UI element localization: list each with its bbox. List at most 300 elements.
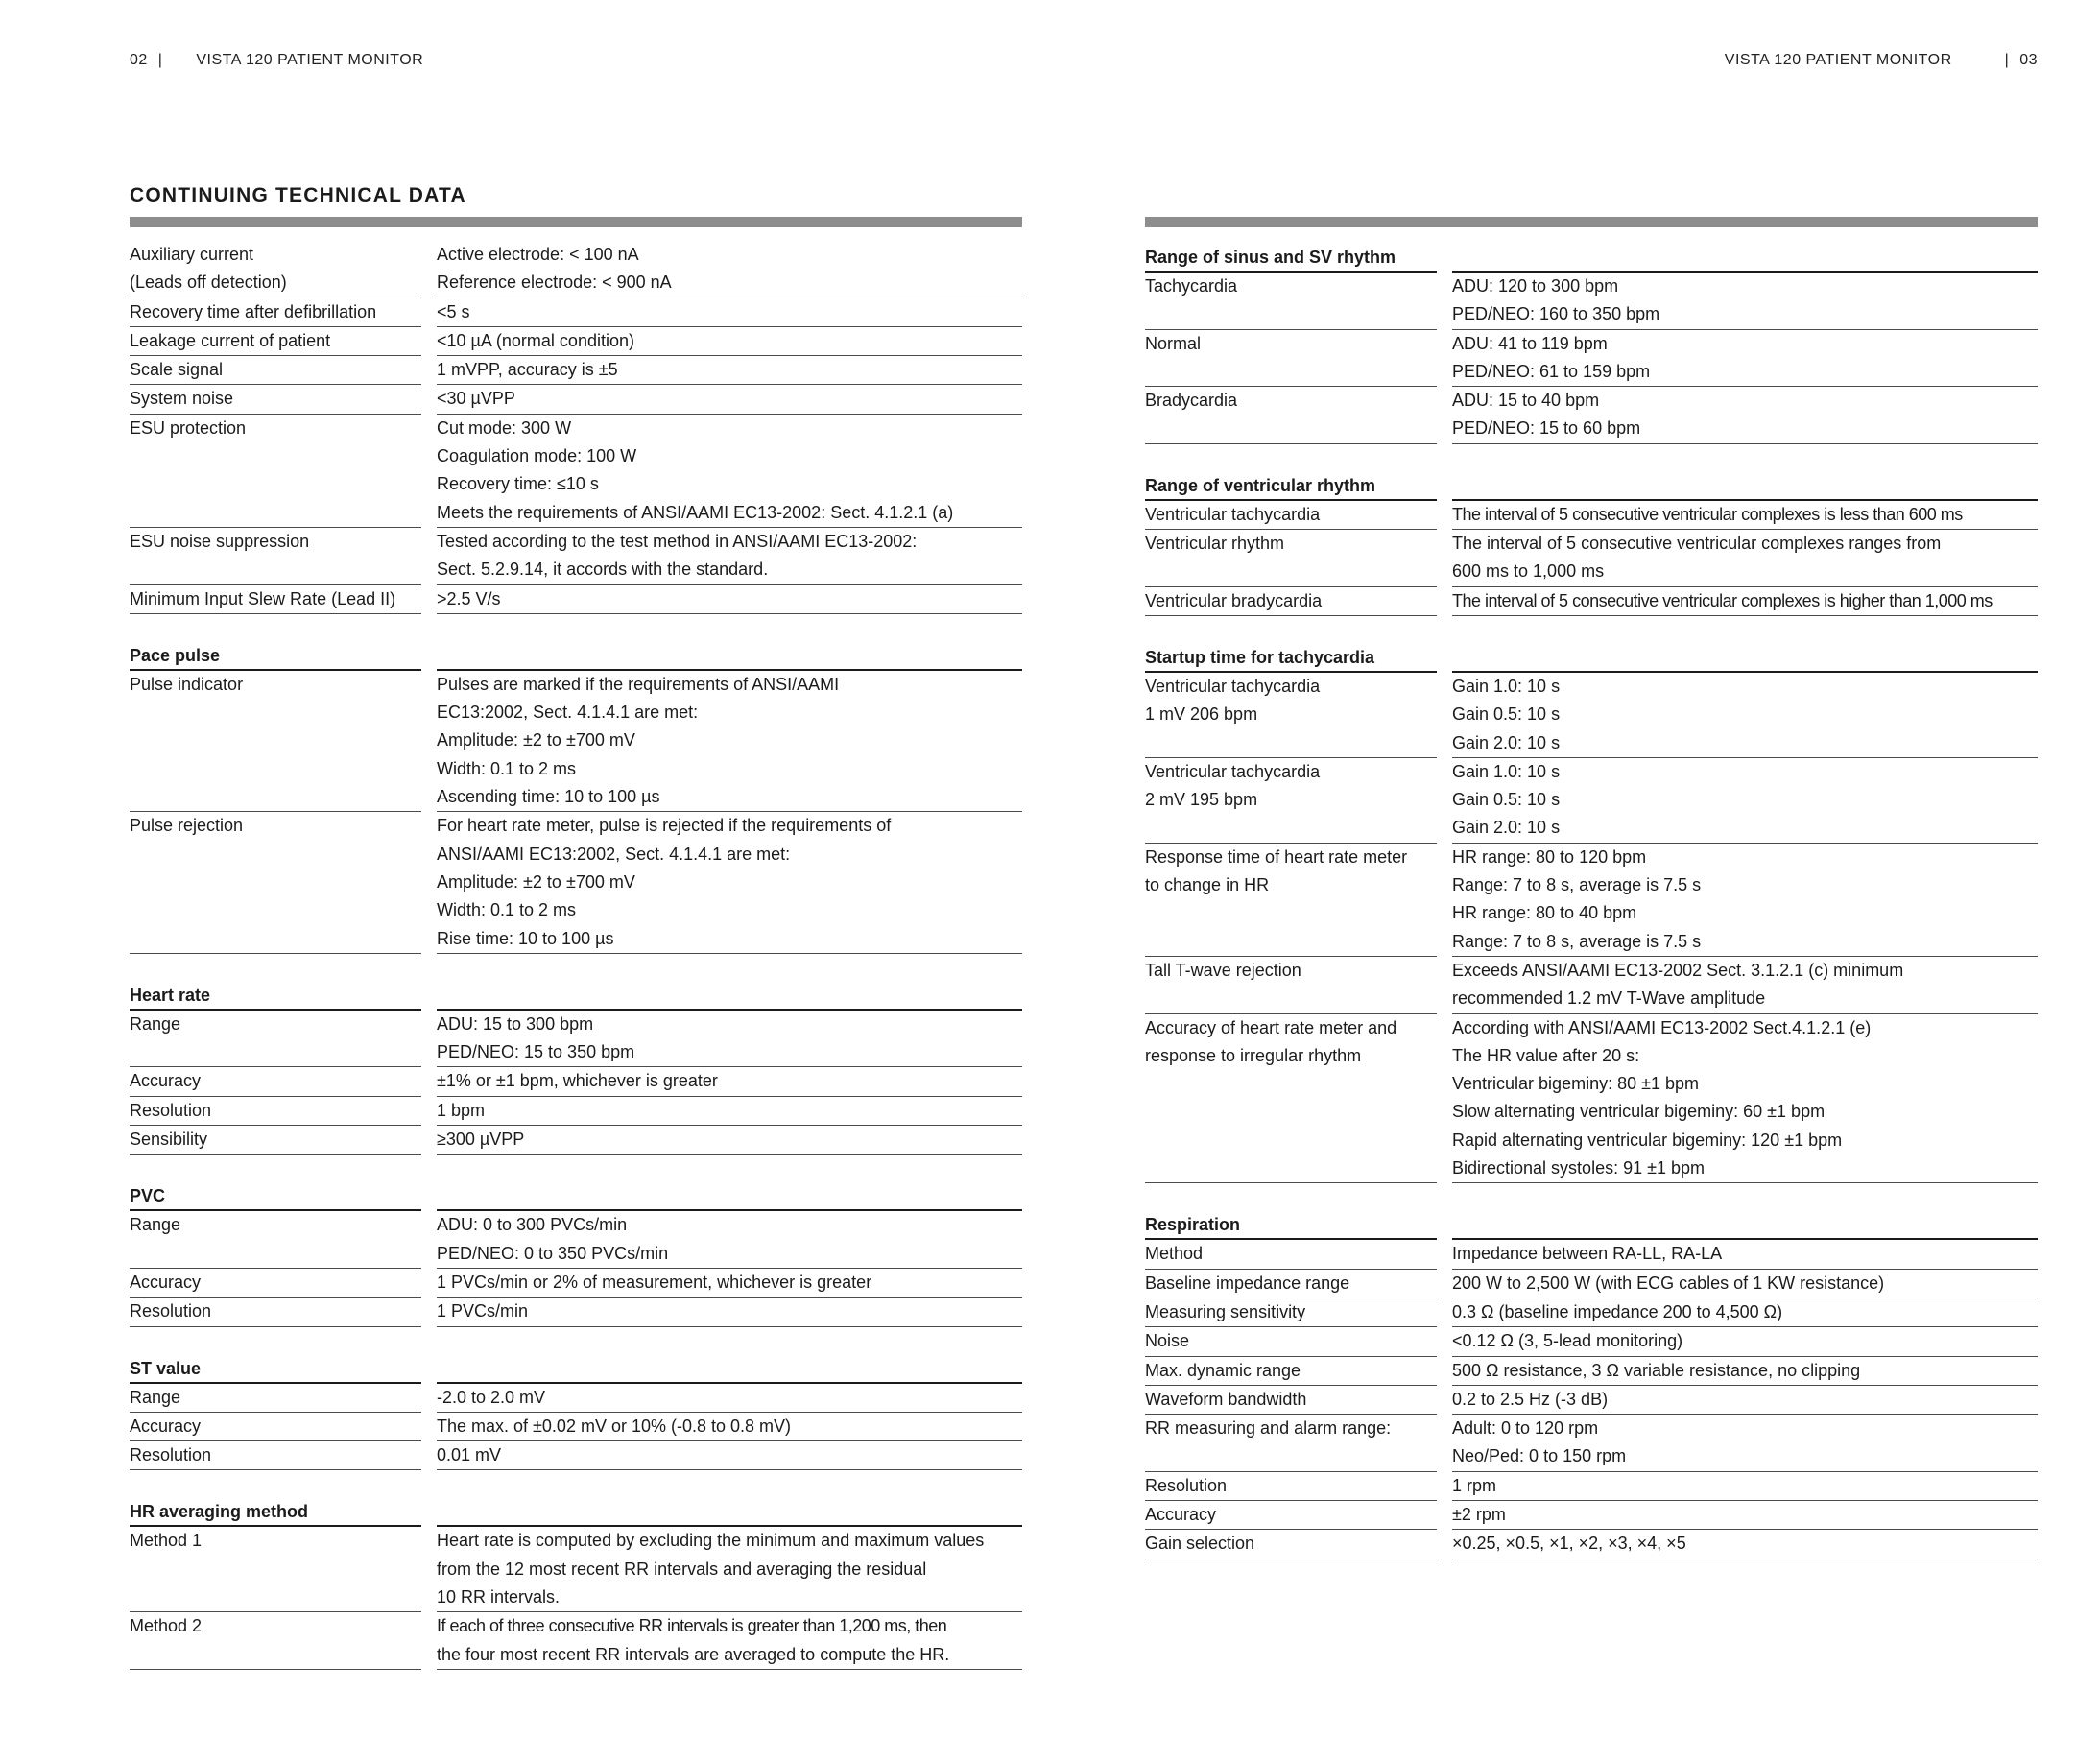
spec-label-cell — [130, 1441, 421, 1470]
spec-row — [1145, 273, 2038, 330]
spec-label: Resolution — [1145, 1475, 1228, 1495]
spec-label — [130, 1556, 421, 1583]
spec-label — [1145, 358, 1437, 386]
spec-value-cell — [1452, 1357, 2038, 1386]
spec-row — [1145, 1357, 2038, 1386]
section-title: Range of sinus and SV rhythm — [1145, 248, 1437, 273]
spec-label — [130, 755, 421, 783]
spec-row — [130, 1413, 1022, 1441]
spec-value-cell — [437, 298, 1022, 327]
spec-label: ESU protection — [130, 417, 247, 438]
right-spec-sections — [1145, 241, 2038, 1559]
spec-value: 0.01 mV — [437, 1445, 502, 1465]
spec-label: Ventricular tachycardia — [1145, 761, 1321, 781]
spec-value: Pulses are marked if the requirements of ANSI/AAMI — [437, 674, 840, 694]
spec-row — [1145, 673, 2038, 758]
section-title: Range of ventricular rhythm — [1145, 476, 1437, 501]
left-header-separator: | — [157, 52, 163, 68]
section-title-row — [1145, 469, 2038, 501]
spec-label-cell — [1145, 273, 1437, 330]
spec-value: Reference electrode: < 900 nA — [437, 273, 672, 293]
spec-value-cell — [437, 385, 1022, 414]
spec-value: PED/NEO: 15 to 60 bpm — [1452, 418, 1641, 439]
spec-row — [130, 327, 1022, 356]
section-title-row — [130, 979, 1022, 1011]
spec-label — [1145, 899, 1437, 927]
spec-label — [1145, 300, 1437, 328]
spec-label-cell — [130, 327, 421, 356]
spec-row — [130, 585, 1022, 614]
spec-row — [130, 1097, 1022, 1126]
spec-label-cell — [1145, 673, 1437, 758]
spec-label: (Leads off detection) — [130, 273, 287, 293]
spec-label-cell — [1145, 330, 1437, 388]
spec-value: Ascending time: 10 to 100 µs — [437, 787, 660, 807]
spec-row — [130, 528, 1022, 585]
spec-value-cell — [437, 1126, 1022, 1155]
spec-row — [130, 1011, 1022, 1068]
spec-value: -2.0 to 2.0 mV — [437, 1387, 546, 1407]
spec-label-cell — [1145, 1357, 1437, 1386]
spec-value: If each of three consecutive RR intervals is greater than 1,200 ms, then — [437, 1616, 947, 1636]
spec-label: Ventricular bradycardia — [1145, 590, 1323, 610]
spec-label: Ventricular tachycardia — [1145, 676, 1321, 696]
section-title-row — [1145, 641, 2038, 673]
spec-value: Neo/Ped: 0 to 150 rpm — [1452, 1446, 1627, 1466]
spec-value: Cut mode: 300 W — [437, 417, 572, 438]
spec-value-cell — [1452, 1270, 2038, 1298]
spec-row — [130, 671, 1022, 812]
spec-label: Range — [130, 1215, 181, 1235]
spec-value: Heart rate is computed by excluding the minimum and maximum values — [437, 1531, 985, 1551]
spec-label — [1145, 558, 1437, 585]
spec-label: response to irregular rhythm — [1145, 1045, 1362, 1065]
spec-label: Normal — [1145, 333, 1202, 353]
left-column — [130, 184, 1022, 1670]
spec-value: 10 RR intervals. — [437, 1586, 561, 1607]
spec-label — [1145, 415, 1437, 442]
spec-value: Width: 0.1 to 2 ms — [437, 900, 577, 920]
spec-label: Tachycardia — [1145, 276, 1238, 296]
spec-value: The interval of 5 consecutive ventricular complexes is less than 600 ms — [1452, 504, 1963, 524]
spec-value-cell — [1452, 957, 2038, 1014]
spec-value: Bidirectional systoles: 91 ±1 bpm — [1452, 1158, 1706, 1179]
spec-value-cell — [1452, 587, 2038, 616]
spec-value: <30 µVPP — [437, 389, 515, 409]
right-page-header — [1725, 52, 2038, 69]
spec-label: Gain selection — [1145, 1534, 1255, 1554]
spec-value: <5 s — [437, 301, 470, 321]
spec-label-cell — [130, 1384, 421, 1413]
spec-label: Ventricular rhythm — [1145, 534, 1285, 554]
spec-value-cell — [437, 1211, 1022, 1269]
spec-value: Rise time: 10 to 100 µs — [437, 928, 614, 948]
spec-row — [130, 1269, 1022, 1298]
spec-value: Gain 0.5: 10 s — [1452, 704, 1561, 725]
spec-value-cell — [437, 1441, 1022, 1470]
spec-value: Gain 1.0: 10 s — [1452, 761, 1561, 781]
spec-label-cell — [130, 671, 421, 812]
spec-value-cell — [1452, 1472, 2038, 1501]
spec-value-cell — [1452, 673, 2038, 758]
spec-row — [1145, 387, 2038, 444]
spec-label-cell — [130, 1126, 421, 1155]
spec-row — [130, 1527, 1022, 1612]
spec-label: System noise — [130, 389, 234, 409]
spec-label: ESU noise suppression — [130, 531, 310, 551]
spec-label — [130, 1038, 421, 1066]
spec-value: 1 PVCs/min — [437, 1301, 529, 1321]
spec-label — [1145, 729, 1437, 757]
spec-value: 1 PVCs/min or 2% of measurement, whichever is greater — [437, 1272, 872, 1292]
spec-value: The max. of ±0.02 mV or 10% (-0.8 to 0.8 mV) — [437, 1416, 792, 1436]
spec-value: HR range: 80 to 120 bpm — [1452, 846, 1647, 867]
spec-label-cell — [1145, 1270, 1437, 1298]
spec-value: Range: 7 to 8 s, average is 7.5 s — [1452, 931, 1702, 951]
spec-label-cell — [1145, 387, 1437, 444]
spec-value: Range: 7 to 8 s, average is 7.5 s — [1452, 875, 1702, 895]
left-page-header — [130, 52, 423, 69]
spec-value: Gain 0.5: 10 s — [1452, 790, 1561, 810]
spec-row — [130, 1441, 1022, 1470]
spec-value: ADU: 41 to 119 bpm — [1452, 333, 1608, 353]
spec-label: Waveform bandwidth — [1145, 1389, 1307, 1409]
spec-value: PED/NEO: 15 to 350 bpm — [437, 1042, 635, 1062]
spec-row — [130, 812, 1022, 953]
spec-label: Response time of heart rate meter — [1145, 846, 1408, 867]
spec-value: Width: 0.1 to 2 ms — [437, 758, 577, 778]
spec-value: PED/NEO: 160 to 350 bpm — [1452, 304, 1660, 324]
spec-label: Pulse rejection — [130, 816, 244, 836]
spec-row — [1145, 1327, 2038, 1356]
right-header-separator: | — [2004, 52, 2010, 68]
spec-label-cell — [1145, 1501, 1437, 1530]
spec-value: HR range: 80 to 40 bpm — [1452, 903, 1637, 923]
spec-value: 0.3 Ω (baseline impedance 200 to 4,500 Ω) — [1452, 1301, 1783, 1321]
spec-value-cell — [1452, 530, 2038, 587]
spec-label — [130, 783, 421, 811]
spec-label: Resolution — [130, 1301, 212, 1321]
spec-value: <0.12 Ω (3, 5-lead monitoring) — [1452, 1331, 1683, 1351]
spec-value-cell — [1452, 1501, 2038, 1530]
section-title: Startup time for tachycardia — [1145, 648, 1437, 673]
spec-label: Range — [130, 1013, 181, 1034]
spec-value: The interval of 5 consecutive ventricular complexes ranges from — [1452, 534, 1942, 554]
section-title: ST value — [130, 1359, 421, 1384]
section-title-row — [130, 1179, 1022, 1211]
spec-label-cell — [130, 1067, 421, 1096]
spec-value: <10 µA (normal condition) — [437, 330, 634, 350]
spec-label — [130, 896, 421, 924]
spec-label: Leakage current of patient — [130, 330, 331, 350]
spec-value: Tested according to the test method in ANSI/AAMI EC13-2002: — [437, 531, 918, 551]
spec-value: The interval of 5 consecutive ventricular complexes is higher than 1,000 ms — [1452, 590, 1993, 610]
page-title: CONTINUING TECHNICAL DATA — [130, 184, 466, 206]
spec-label-cell — [1145, 957, 1437, 1014]
spec-value: Amplitude: ±2 to ±700 mV — [437, 871, 635, 892]
spec-row — [1145, 501, 2038, 530]
spec-value: Gain 2.0: 10 s — [1452, 732, 1561, 752]
spec-label: Baseline impedance range — [1145, 1273, 1350, 1293]
spec-label — [130, 841, 421, 869]
spec-row — [130, 1612, 1022, 1670]
spec-label-cell — [1145, 1472, 1437, 1501]
spec-value: ±2 rpm — [1452, 1504, 1506, 1524]
spec-value: Gain 2.0: 10 s — [1452, 818, 1561, 838]
spec-row — [130, 1298, 1022, 1326]
spec-value-cell — [1452, 844, 2038, 957]
spec-label-cell — [1145, 758, 1437, 844]
spec-label: Noise — [1145, 1331, 1190, 1351]
spec-value: Active electrode: < 100 nA — [437, 245, 639, 264]
spec-label: Measuring sensitivity — [1145, 1301, 1306, 1321]
spec-value-cell — [437, 1527, 1022, 1612]
spec-value: Adult: 0 to 120 rpm — [1452, 1418, 1599, 1439]
spec-label: Accuracy — [130, 1071, 202, 1091]
right-title-rule — [1145, 217, 2038, 227]
spec-label — [130, 699, 421, 726]
spec-label-cell — [130, 241, 421, 298]
spec-label-cell — [130, 1413, 421, 1441]
spec-value-cell — [1452, 1386, 2038, 1415]
spec-row — [130, 1067, 1022, 1096]
spec-label: Bradycardia — [1145, 391, 1238, 411]
spec-label: Minimum Input Slew Rate (Lead II) — [130, 588, 396, 608]
spec-label-cell — [1145, 1014, 1437, 1184]
spec-value-cell — [437, 1011, 1022, 1068]
spec-value: Slow alternating ventricular bigeminy: 60 ±1 bpm — [1452, 1102, 1826, 1122]
spec-value: Rapid alternating ventricular bigeminy: 120 ±1 bpm — [1452, 1130, 1843, 1150]
right-page-number: 03 — [2019, 52, 2038, 68]
spec-value-cell — [437, 812, 1022, 953]
spec-label: 2 mV 195 bpm — [1145, 790, 1258, 810]
spec-value-cell — [1452, 758, 2038, 844]
spec-value: ±1% or ±1 bpm, whichever is greater — [437, 1071, 718, 1091]
spec-label: Method 2 — [130, 1616, 203, 1636]
spec-value: ×0.25, ×0.5, ×1, ×2, ×3, ×4, ×5 — [1452, 1534, 1686, 1554]
section-title: HR averaging method — [130, 1502, 421, 1527]
spec-value-cell — [437, 241, 1022, 298]
spec-label-cell — [1145, 1386, 1437, 1415]
spec-value: Coagulation mode: 100 W — [437, 446, 637, 466]
spec-value-cell — [437, 528, 1022, 585]
spec-label-cell — [1145, 1530, 1437, 1559]
spec-value: Ventricular bigeminy: 80 ±1 bpm — [1452, 1074, 1700, 1094]
spec-value: 1 rpm — [1452, 1475, 1497, 1495]
spec-label — [130, 556, 421, 583]
spec-value: EC13:2002, Sect. 4.1.4.1 are met: — [437, 702, 699, 723]
spec-value: ADU: 0 to 300 PVCs/min — [437, 1215, 628, 1235]
spec-value-cell — [437, 356, 1022, 385]
spec-value: 0.2 to 2.5 Hz (-3 dB) — [1452, 1389, 1609, 1409]
spec-value: PED/NEO: 0 to 350 PVCs/min — [437, 1243, 669, 1263]
section-title: Respiration — [1145, 1215, 1437, 1240]
section-title: PVC — [130, 1186, 421, 1211]
spec-value: Recovery time: ≤10 s — [437, 474, 599, 494]
spec-label — [1145, 1442, 1437, 1470]
spec-value-cell — [1452, 1327, 2038, 1356]
spec-label — [130, 442, 421, 470]
spec-value-cell — [437, 1097, 1022, 1126]
spec-value: 200 W to 2,500 W (with ECG cables of 1 KW resistance) — [1452, 1273, 1885, 1293]
spec-row — [1145, 1270, 2038, 1298]
spec-row — [1145, 587, 2038, 616]
spec-label-cell — [130, 1211, 421, 1269]
section-title-row — [130, 639, 1022, 671]
spec-label: Method — [1145, 1244, 1204, 1264]
spec-value: ANSI/AAMI EC13:2002, Sect. 4.1.4.1 are met: — [437, 844, 791, 864]
spec-label-cell — [1145, 1240, 1437, 1269]
spec-label-cell — [130, 1097, 421, 1126]
spec-label-cell — [1145, 587, 1437, 616]
spec-label-cell — [130, 1612, 421, 1670]
spec-value: >2.5 V/s — [437, 588, 501, 608]
spec-value-cell — [1452, 1530, 2038, 1559]
spec-row — [1145, 330, 2038, 388]
spec-value: recommended 1.2 mV T-Wave amplitude — [1452, 988, 1766, 1009]
spec-label: Accuracy — [1145, 1504, 1217, 1524]
spec-row — [130, 385, 1022, 414]
spec-label-cell — [130, 1527, 421, 1612]
spec-label — [1145, 814, 1437, 842]
spec-label: to change in HR — [1145, 875, 1270, 895]
spec-value-cell — [437, 415, 1022, 528]
spec-label-cell — [1145, 1327, 1437, 1356]
section-title: Pace pulse — [130, 646, 421, 671]
spec-value: The HR value after 20 s: — [1452, 1045, 1640, 1065]
spec-value: the four most recent RR intervals are averaged to compute the HR. — [437, 1644, 950, 1664]
spec-value-cell — [1452, 330, 2038, 388]
spec-label — [130, 1583, 421, 1611]
spec-label-cell — [1145, 501, 1437, 530]
spec-label: RR measuring and alarm range: — [1145, 1418, 1392, 1439]
spec-row — [130, 298, 1022, 327]
spec-value: ADU: 15 to 300 bpm — [437, 1013, 594, 1034]
spec-row — [1145, 1386, 2038, 1415]
spec-label — [1145, 1070, 1437, 1098]
section-title: Heart rate — [130, 986, 421, 1011]
spec-value-cell — [437, 1384, 1022, 1413]
spec-label: Tall T-wave rejection — [1145, 960, 1301, 980]
spec-label-cell — [130, 585, 421, 614]
spec-row — [1145, 1240, 2038, 1269]
spec-label: Scale signal — [130, 360, 224, 380]
spec-value: ADU: 15 to 40 bpm — [1452, 391, 1600, 411]
spec-value-cell — [437, 1413, 1022, 1441]
spec-row — [130, 356, 1022, 385]
spec-label-cell — [130, 812, 421, 953]
spec-value-cell — [1452, 501, 2038, 530]
spec-value: from the 12 most recent RR intervals and averaging the residual — [437, 1559, 927, 1579]
spec-row — [130, 415, 1022, 528]
section-title-row — [1145, 1208, 2038, 1240]
spec-label — [1145, 1155, 1437, 1182]
spec-label-cell — [130, 415, 421, 528]
spec-value-cell — [1452, 1014, 2038, 1184]
section-title-row — [1145, 241, 2038, 273]
spec-value-cell — [1452, 1240, 2038, 1269]
spec-label — [130, 470, 421, 498]
spec-label-cell — [130, 298, 421, 327]
spec-label-cell — [130, 356, 421, 385]
spec-label — [130, 1641, 421, 1669]
spec-label — [130, 925, 421, 953]
spec-label — [130, 869, 421, 896]
spec-label: Accuracy of heart rate meter and — [1145, 1017, 1397, 1037]
spec-label-cell — [130, 1269, 421, 1298]
spec-label — [130, 726, 421, 754]
spec-value-cell — [437, 327, 1022, 356]
spec-label: Sensibility — [130, 1130, 208, 1150]
left-header-title: VISTA 120 PATIENT MONITOR — [196, 52, 424, 68]
spec-label: Resolution — [130, 1100, 212, 1120]
spec-row — [1145, 1298, 2038, 1327]
spec-label: Method 1 — [130, 1531, 203, 1551]
spec-value: 1 bpm — [437, 1100, 486, 1120]
spec-label: 1 mV 206 bpm — [1145, 704, 1258, 725]
spec-label: Accuracy — [130, 1272, 202, 1292]
spec-value: For heart rate meter, pulse is rejected if the requirements of — [437, 816, 892, 836]
spec-label-cell — [1145, 530, 1437, 587]
right-column — [1145, 217, 2038, 1559]
left-page-number: 02 — [130, 52, 148, 68]
spec-label: Range — [130, 1387, 181, 1407]
spec-row — [130, 241, 1022, 298]
spec-value: Sect. 5.2.9.14, it accords with the standard. — [437, 559, 769, 580]
spec-value: ADU: 120 to 300 bpm — [1452, 276, 1619, 296]
spec-label-cell — [130, 1011, 421, 1068]
spec-label-cell — [1145, 1415, 1437, 1472]
spec-label — [130, 499, 421, 527]
spec-label — [1145, 985, 1437, 1012]
right-header-title: VISTA 120 PATIENT MONITOR — [1724, 52, 1952, 68]
spec-row — [1145, 1472, 2038, 1501]
spec-value: Impedance between RA-LL, RA-LA — [1452, 1244, 1723, 1264]
spec-label — [1145, 1127, 1437, 1155]
spec-label-cell — [130, 385, 421, 414]
spec-row — [1145, 1415, 2038, 1472]
spec-label-cell — [1145, 1298, 1437, 1327]
spec-value-cell — [437, 1298, 1022, 1326]
spec-value-cell — [437, 1269, 1022, 1298]
spec-value-cell — [437, 585, 1022, 614]
spec-value: According with ANSI/AAMI EC13-2002 Sect.4.1.2.1 (e) — [1452, 1017, 1872, 1037]
spec-row — [1145, 1530, 2038, 1559]
spec-value: 500 Ω resistance, 3 Ω variable resistance, no clipping — [1452, 1360, 1861, 1380]
section-title-row — [130, 1352, 1022, 1384]
spec-label: Max. dynamic range — [1145, 1360, 1301, 1380]
left-spec-sections — [130, 241, 1022, 1670]
spec-value: Meets the requirements of ANSI/AAMI EC13-2002: Sect. 4.1.2.1 (a) — [437, 502, 954, 522]
spec-value: 1 mVPP, accuracy is ±5 — [437, 360, 618, 380]
spec-label — [130, 1240, 421, 1268]
spec-value-cell — [1452, 387, 2038, 444]
spec-label: Ventricular tachycardia — [1145, 504, 1321, 524]
spec-value: ≥300 µVPP — [437, 1130, 525, 1150]
spec-value-cell — [1452, 1415, 2038, 1472]
spec-label — [1145, 928, 1437, 956]
spec-label-cell — [130, 1298, 421, 1326]
spec-value: Gain 1.0: 10 s — [1452, 676, 1561, 696]
spec-row — [1145, 957, 2038, 1014]
spec-row — [1145, 1501, 2038, 1530]
spec-row — [130, 1126, 1022, 1155]
spec-value-cell — [1452, 1298, 2038, 1327]
spec-value-cell — [1452, 273, 2038, 330]
spec-row — [130, 1384, 1022, 1413]
spec-value-cell — [437, 1612, 1022, 1670]
section-title-row — [130, 1495, 1022, 1527]
